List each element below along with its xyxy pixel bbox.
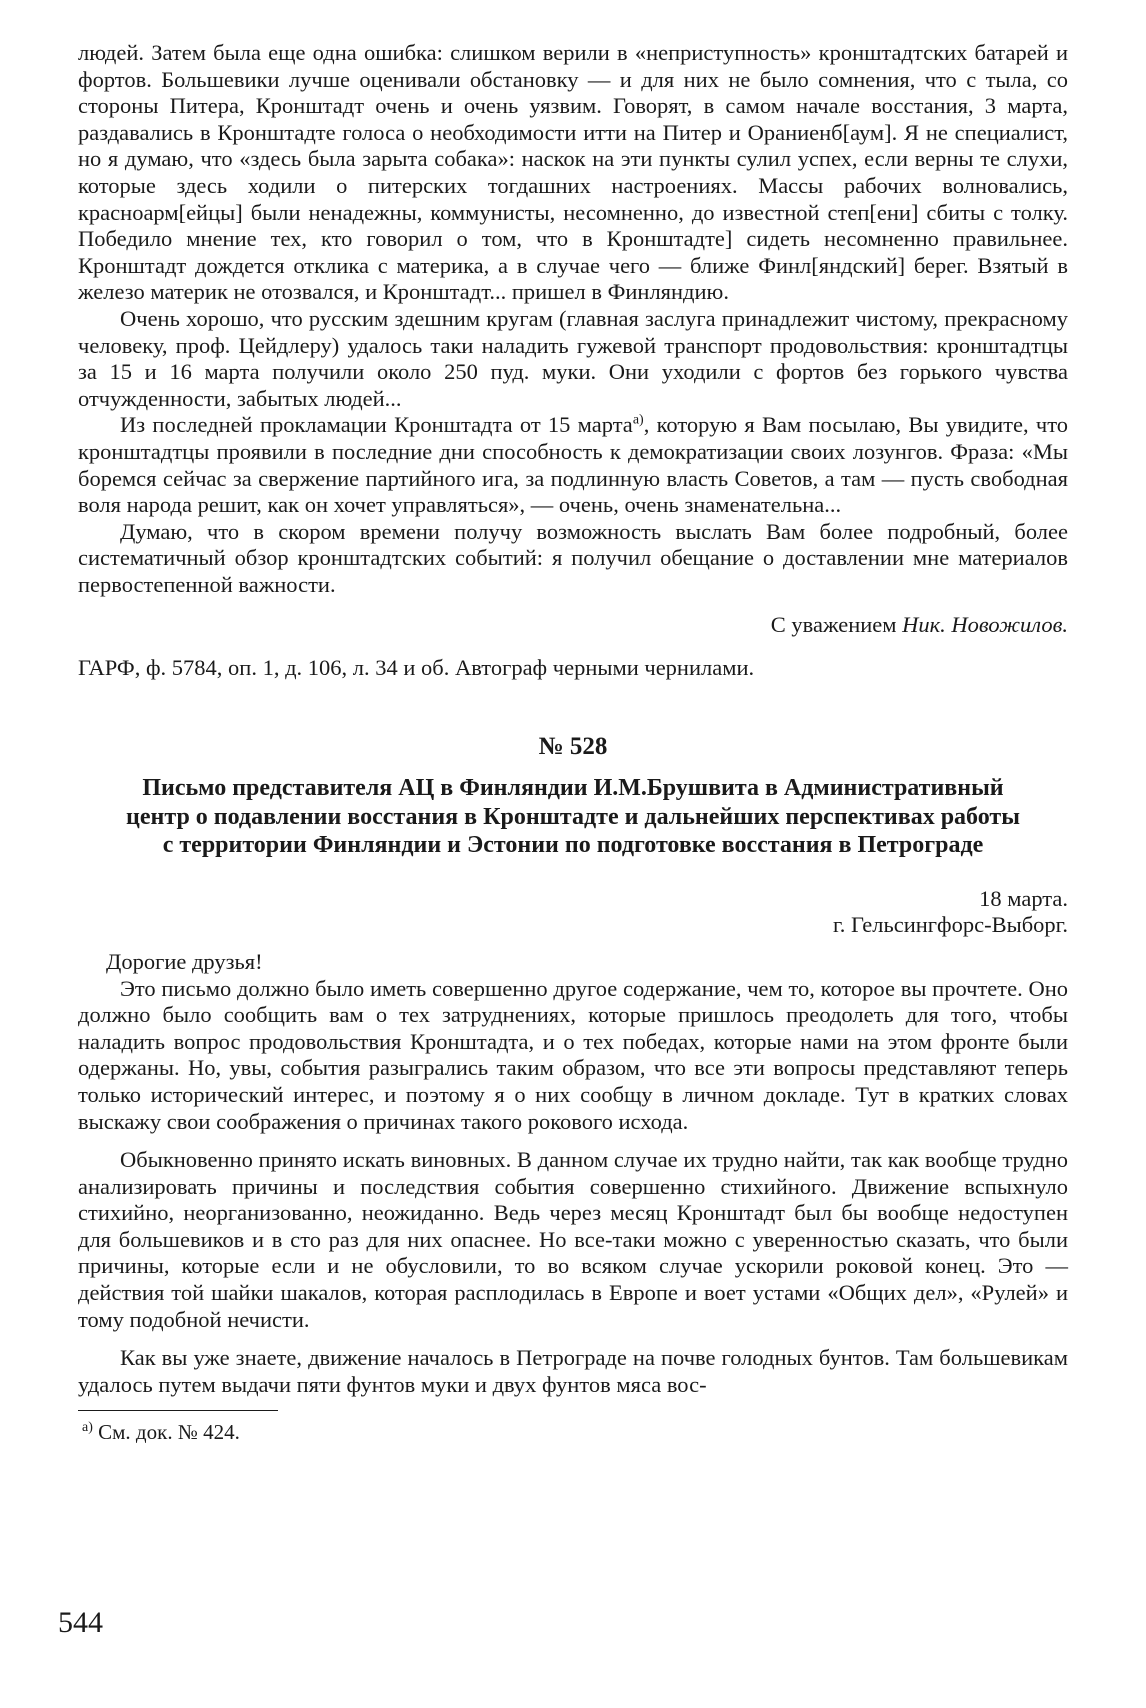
paragraph-text: , которую я Вам посылаю, Вы увидите, что кронштадтцы проявили в последние дни способность к демократизации своих лозунгов. Фраза: «Мы боремся сейчас за свержение партийного ига, за подлинную власть Советов, а там — пусть свободная воля народа решит, как он хочет управляться», — очень, очень знаменательна... bbox=[78, 412, 1068, 518]
footnote-marker: а) bbox=[82, 1420, 93, 1436]
paragraph: Это письмо должно было иметь совершенно другое содержание, чем то, которое вы прочтете. Оно должно было сообщить вам о тех затруднениях, которые пришлось преодолеть для того, чтобы наладить вопрос продовольствия Кронштадта, и о тех победах, которые нами на этом фронте были одержаны. Но, увы, события разыгрались таким образом, что все эти вопросы представляют теперь только исторический интерес, и поэтому я о них сообщу в личном докладе. Тут в кратких словах выскажу свои соображения о причинах такого рокового исхода. bbox=[78, 975, 1068, 1134]
footnote bbox=[82, 1419, 1068, 1446]
document-date: 18 марта. bbox=[979, 885, 1068, 911]
footnote-reference: а) bbox=[632, 412, 644, 428]
footnote-text: См. док. № 424. bbox=[98, 1420, 240, 1445]
document-number: № 528 bbox=[538, 732, 608, 760]
signature-prefix: С уважением bbox=[770, 612, 897, 638]
page-number: 544 bbox=[58, 1606, 103, 1639]
paragraph: Думаю, что в скором времени получу возможность выслать Вам более подробный, более систематичный обзор кронштадтских событий: я получил обещание о доставлении мне материалов первостепенной важности. bbox=[78, 518, 1068, 597]
signature-name: Ник. Новожилов. bbox=[902, 612, 1068, 638]
salutation: Дорогие друзья! bbox=[106, 948, 263, 974]
paragraph-text: Из последней прокламации Кронштадта от 15 марта bbox=[120, 412, 633, 438]
paragraph: Обыкновенно принято искать виновных. В данном случае их трудно найти, так как вообще трудно анализировать причины и последствия события совершенно стихийного. Движение вспыхнуло стихийно, неорганизованно, неожиданно. Ведь через месяц Кронштадт был бы вообще недоступен для большевиков и в сто раз для них опаснее. Но все-таки можно с уверенностью сказать, что были причины, которые если и не обусловили, то во всяком случае ускорили роковой конец. Это — действия той шайки шакалов, которая расплодилась в Европе и воет устами «Общих дел», «Рулей» и тому подобной нечисти. bbox=[78, 1147, 1068, 1332]
document-title: Письмо представителя АЦ в Финляндии И.М.Брушвита в Административный центр о подавлении восстания в Кронштадте и дальнейших перспективах работы с территории Финляндии и Эстонии по подготовке восстания в Петрограде bbox=[126, 775, 1020, 859]
archive-source: ГАРФ, ф. 5784, оп. 1, д. 106, л. 34 и об. Автограф черными чернилами. bbox=[78, 655, 755, 681]
paragraph: Очень хорошо, что русским здешним кругам (главная заслуга принадлежит чистому, прекрасному человеку, проф. Цейдлеру) удалось таки наладить гужевой транспорт продовольствия: кронштадтцы за 15 и 16 марта получили около 250 пуд. муки. Они уходили с фортов без горького чувства отчужденности, забытых людей... bbox=[78, 305, 1068, 411]
footnote-divider bbox=[78, 1410, 278, 1411]
signature bbox=[78, 612, 1068, 639]
paragraph bbox=[78, 412, 1068, 518]
paragraph: людей. Затем была еще одна ошибка: слишком верили в «неприступность» кронштадтских батарей и фортов. Большевики лучше оценивали обстановку — и для них не было сомнения, что с тыла, со стороны Питера, Кронштадт очень и очень уязвим. Говорят, в самом начале восстания, 3 марта, раздавались в Кронштадте голоса о необходимости итти на Питер и Ораниенб[аум]. Я не специалист, но я думаю, что «здесь была зарыта собака»: наскок на эти пункты сулил успех, если верны те слухи, которые здесь ходили о питерских тогдашних настроениях. Массы рабочих волновались, красноарм[ейцы] были ненадежны, коммунисты, несомненно, до известной степ[ени] сбиты с толку. Победило мнение тех, кто говорил о том, что в Кронштадте] сидеть несомненно правильнее. Кронштадт дождется отклика с материка, а в случае чего — ближе Финл[яндский] берег. Взятый в железо материк не отозвался, и Кронштадт... пришел в Финляндию. bbox=[78, 40, 1068, 305]
paragraph: Как вы уже знаете, движение началось в Петрограде на почве голодных бунтов. Там большевикам удалось путем выдачи пяти фунтов муки и двух фунтов мяса вос- bbox=[78, 1345, 1068, 1397]
page-body bbox=[78, 40, 1068, 1446]
document-place: г. Гельсингфорс-Выборг. bbox=[833, 912, 1068, 938]
